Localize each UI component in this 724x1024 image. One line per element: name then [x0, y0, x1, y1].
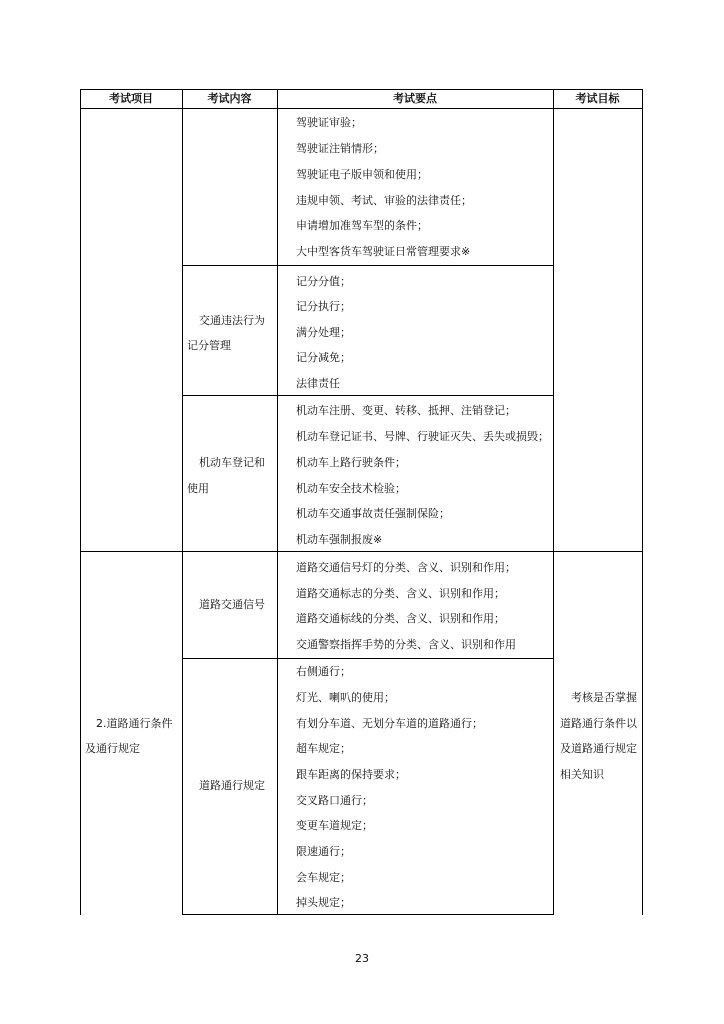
- header-exam-points: 考试要点: [393, 92, 437, 105]
- exam-point: 有划分车道、无划分车道的道路通行；: [296, 717, 483, 730]
- exam-point: 机动车登记证书、号牌、行驶证灭失、丢失或损毁；: [296, 430, 549, 443]
- exam-point: 交通警察指挥手势的分类、含义、识别和作用: [296, 638, 516, 651]
- exam-point: 变更车道规定；: [296, 819, 373, 832]
- page-number: 23: [355, 952, 369, 965]
- exam-point: 记分分值；: [296, 275, 351, 288]
- exam-point: 灯光、喇叭的使用；: [296, 691, 395, 704]
- exam-point: 驾驶证注销情形；: [296, 142, 384, 155]
- target-line: 及道路通行规定: [560, 742, 637, 755]
- header-exam-item: 考试项目: [109, 92, 153, 105]
- grid-line: [182, 658, 553, 659]
- exam-point: 掉头规定；: [296, 896, 351, 909]
- exam-point: 右侧通行；: [296, 665, 351, 678]
- project-name-line: 2.道路通行条件: [96, 717, 173, 730]
- exam-point: 满分处理；: [296, 326, 351, 339]
- exam-point: 驾驶证电子版申领和使用；: [296, 168, 428, 181]
- exam-point: 法律责任: [296, 377, 340, 390]
- header-exam-target: 考试目标: [575, 92, 620, 105]
- grid-line: [80, 551, 643, 552]
- exam-point: 记分执行；: [296, 300, 351, 313]
- content-name-line: 使用: [187, 482, 209, 495]
- exam-point: 违规申领、考试、审验的法律责任；: [296, 194, 472, 207]
- content-name-line: 道路交通信号: [199, 598, 265, 611]
- exam-point: 机动车安全技术检验；: [296, 482, 406, 495]
- grid-line: [80, 89, 81, 915]
- content-name-line: 交通违法行为: [199, 314, 265, 327]
- header-exam-content: 考试内容: [207, 92, 252, 105]
- grid-line: [182, 395, 553, 396]
- exam-point: 大中型客货车驾驶证日常管理要求※: [296, 245, 471, 258]
- target-line: 考核是否掌握: [571, 691, 637, 704]
- grid-line: [182, 265, 553, 266]
- content-name-line: 机动车登记和: [199, 456, 265, 469]
- grid-line: [182, 89, 183, 915]
- project-name-line: 及通行规定: [85, 742, 140, 755]
- exam-point: 道路交通标志的分类、含义、识别和作用；: [296, 587, 505, 600]
- exam-point: 机动车上路行驶条件；: [296, 456, 406, 469]
- grid-line: [642, 89, 643, 915]
- exam-point: 申请增加准驾车型的条件；: [296, 219, 428, 232]
- exam-point: 驾驶证审验；: [296, 116, 362, 129]
- exam-point: 跟车距离的保持要求；: [296, 768, 406, 781]
- target-line: 道路通行条件以: [560, 717, 637, 730]
- exam-point: 记分减免；: [296, 351, 351, 364]
- exam-point: 道路交通标线的分类、含义、识别和作用；: [296, 612, 505, 625]
- grid-line: [80, 89, 643, 90]
- grid-line: [277, 89, 278, 915]
- exam-point: 机动车强制报废※: [296, 533, 383, 546]
- exam-point: 超车规定；: [296, 742, 351, 755]
- content-name-line: 记分管理: [187, 339, 231, 352]
- exam-point: 道路交通信号灯的分类、含义、识别和作用；: [296, 561, 516, 574]
- exam-point: 交叉路口通行；: [296, 794, 373, 807]
- grid-line: [80, 108, 643, 109]
- exam-point: 机动车交通事故责任强制保险；: [296, 507, 450, 520]
- grid-line: [553, 89, 554, 915]
- content-name-line: 道路通行规定: [199, 779, 265, 792]
- exam-point: 会车规定；: [296, 871, 351, 884]
- exam-point: 限速通行；: [296, 845, 351, 858]
- target-line: 相关知识: [560, 768, 604, 781]
- grid-line: [182, 914, 553, 915]
- exam-point: 机动车注册、变更、转移、抵押、注销登记；: [296, 404, 516, 417]
